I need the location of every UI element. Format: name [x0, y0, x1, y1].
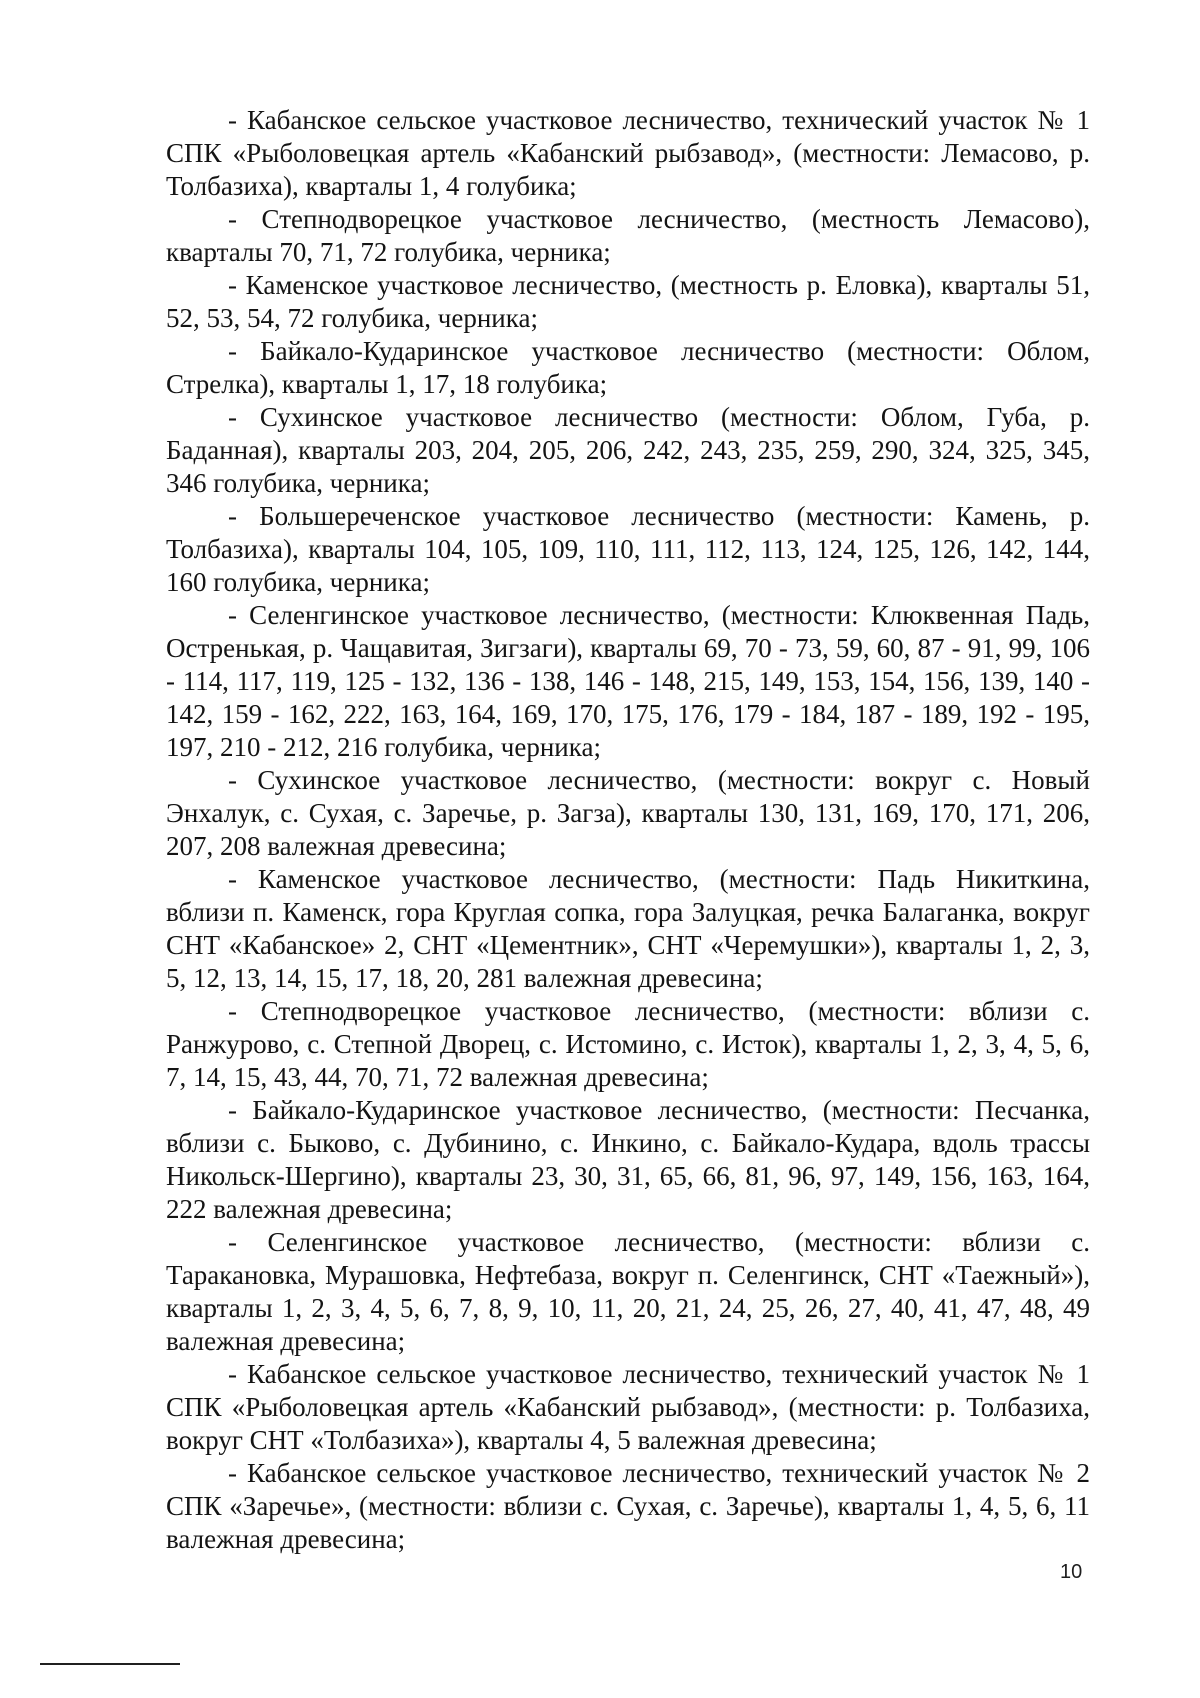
paragraph-baikalo-kudarinskoe-1: - Байкало-Кударинское участковое лесничество (местности: Облом, Стрелка), кварталы 1, 17, 18 голубика; — [166, 336, 1090, 399]
paragraph-kabanskoe-3: - Кабанское сельское участковое лесничество, технический участок № 2 СПК «Заречье», (местности: вблизи с. Сухая, с. Заречье), кварталы 1, 4, 5, 6, 11 валежная древесина; — [166, 1458, 1090, 1554]
paragraph-sukhinskoe-2: - Сухинское участковое лесничество, (местности: вокруг с. Новый Энхалук, с. Сухая, с. Заречье, р. Загза), кварталы 130, 131, 169, 170, 171, 206, 207, 208 валежная древесина; — [166, 765, 1090, 861]
paragraph-bolsherechenskoe: - Большереченское участковое лесничество (местности: Камень, р. Толбазиха), кварталы 104, 105, 109, 110, 111, 112, 113, 124, 125, 126, 142, 144, 160 голубика, черника; — [166, 501, 1090, 597]
page-number: 10 — [1060, 1561, 1083, 1583]
paragraph-stepnodvoretskoe-1: - Степнодворецкое участковое лесничество, (местность Лемасово), кварталы 70, 71, 72 голубика, черника; — [166, 204, 1090, 267]
footnote-divider — [40, 1663, 180, 1665]
body-text — [166, 104, 1090, 1556]
paragraph-kabanskoe-2: - Кабанское сельское участковое лесничество, технический участок № 1 СПК «Рыболовецкая артель «Кабанский рыбзавод», (местности: р. Толбазиха, вокруг СНТ «Толбазиха»), кварталы 4, 5 валежная древесина; — [166, 1359, 1090, 1455]
paragraph-sukhinskoe-1: - Сухинское участковое лесничество (местности: Облом, Губа, р. Баданная), кварталы 203, 204, 205, 206, 242, 243, 235, 259, 290, 324, 325, 345, 346 голубика, черника; — [166, 402, 1090, 498]
paragraph-kamenskoe-2: - Каменское участковое лесничество, (местности: Падь Никиткина, вблизи п. Каменск, гора Круглая сопка, гора Залуцкая, речка Балаганка, вокруг СНТ «Кабанское» 2, СНТ «Цементник», СНТ «Черемушки»), кварталы 1, 2, 3, 5, 12, 13, 14, 15, 17, 18, 20, 281 валежная древесина; — [166, 864, 1090, 993]
paragraph-selenginskoe-2: - Селенгинское участковое лесничество, (местности: вблизи с. Таракановка, Мурашовка, Нефтебаза, вокруг п. Селенгинск, СНТ «Таежный»), кварталы 1, 2, 3, 4, 5, 6, 7, 8, 9, 10, 11, 20, 21, 24, 25, 26, 27, 40, 41, 47, 48, 49 валежная древесина; — [166, 1227, 1090, 1356]
paragraph-kabanskoe-1: - Кабанское сельское участковое лесничество, технический участок № 1 СПК «Рыболовецкая артель «Кабанский рыбзавод», (местности: Лемасово, р. Толбазиха), кварталы 1, 4 голубика; — [166, 105, 1090, 201]
paragraph-baikalo-kudarinskoe-2: - Байкало-Кударинское участковое лесничество, (местности: Песчанка, вблизи с. Быково, с. Дубинино, с. Инкино, с. Байкало-Кудара, вдоль трассы Никольск-Шергино), кварталы 23, 30, 31, 65, 66, 81, 96, 97, 149, 156, 163, 164, 222 валежная древесина; — [166, 1095, 1090, 1224]
paragraph-kamenskoe-1: - Каменское участковое лесничество, (местность р. Еловка), кварталы 51, 52, 53, 54, 72 голубика, черника; — [166, 270, 1090, 333]
paragraph-stepnodvoretskoe-2: - Степнодворецкое участковое лесничество, (местности: вблизи с. Ранжурово, с. Степной Дворец, с. Истомино, с. Исток), кварталы 1, 2, 3, 4, 5, 6, 7, 14, 15, 43, 44, 70, 71, 72 валежная древесина; — [166, 996, 1090, 1092]
paragraph-selenginskoe-1: - Селенгинское участковое лесничество, (местности: Клюквенная Падь, Остренькая, р. Чащавитая, Зигзаги), кварталы 69, 70 - 73, 59, 60, 87 - 91, 99, 106 - 114, 117, 119, 125 - 132, 136 - 138, 146 - 148, 215, 149, 153, 154, 156, 139, 140 - 142, 159 - 162, 222, 163, 164, 169, 170, 175, 176, 179 - 184, 187 - 189, 192 - 195, 197, 210 - 212, 216 голубика, черника; — [166, 600, 1090, 762]
